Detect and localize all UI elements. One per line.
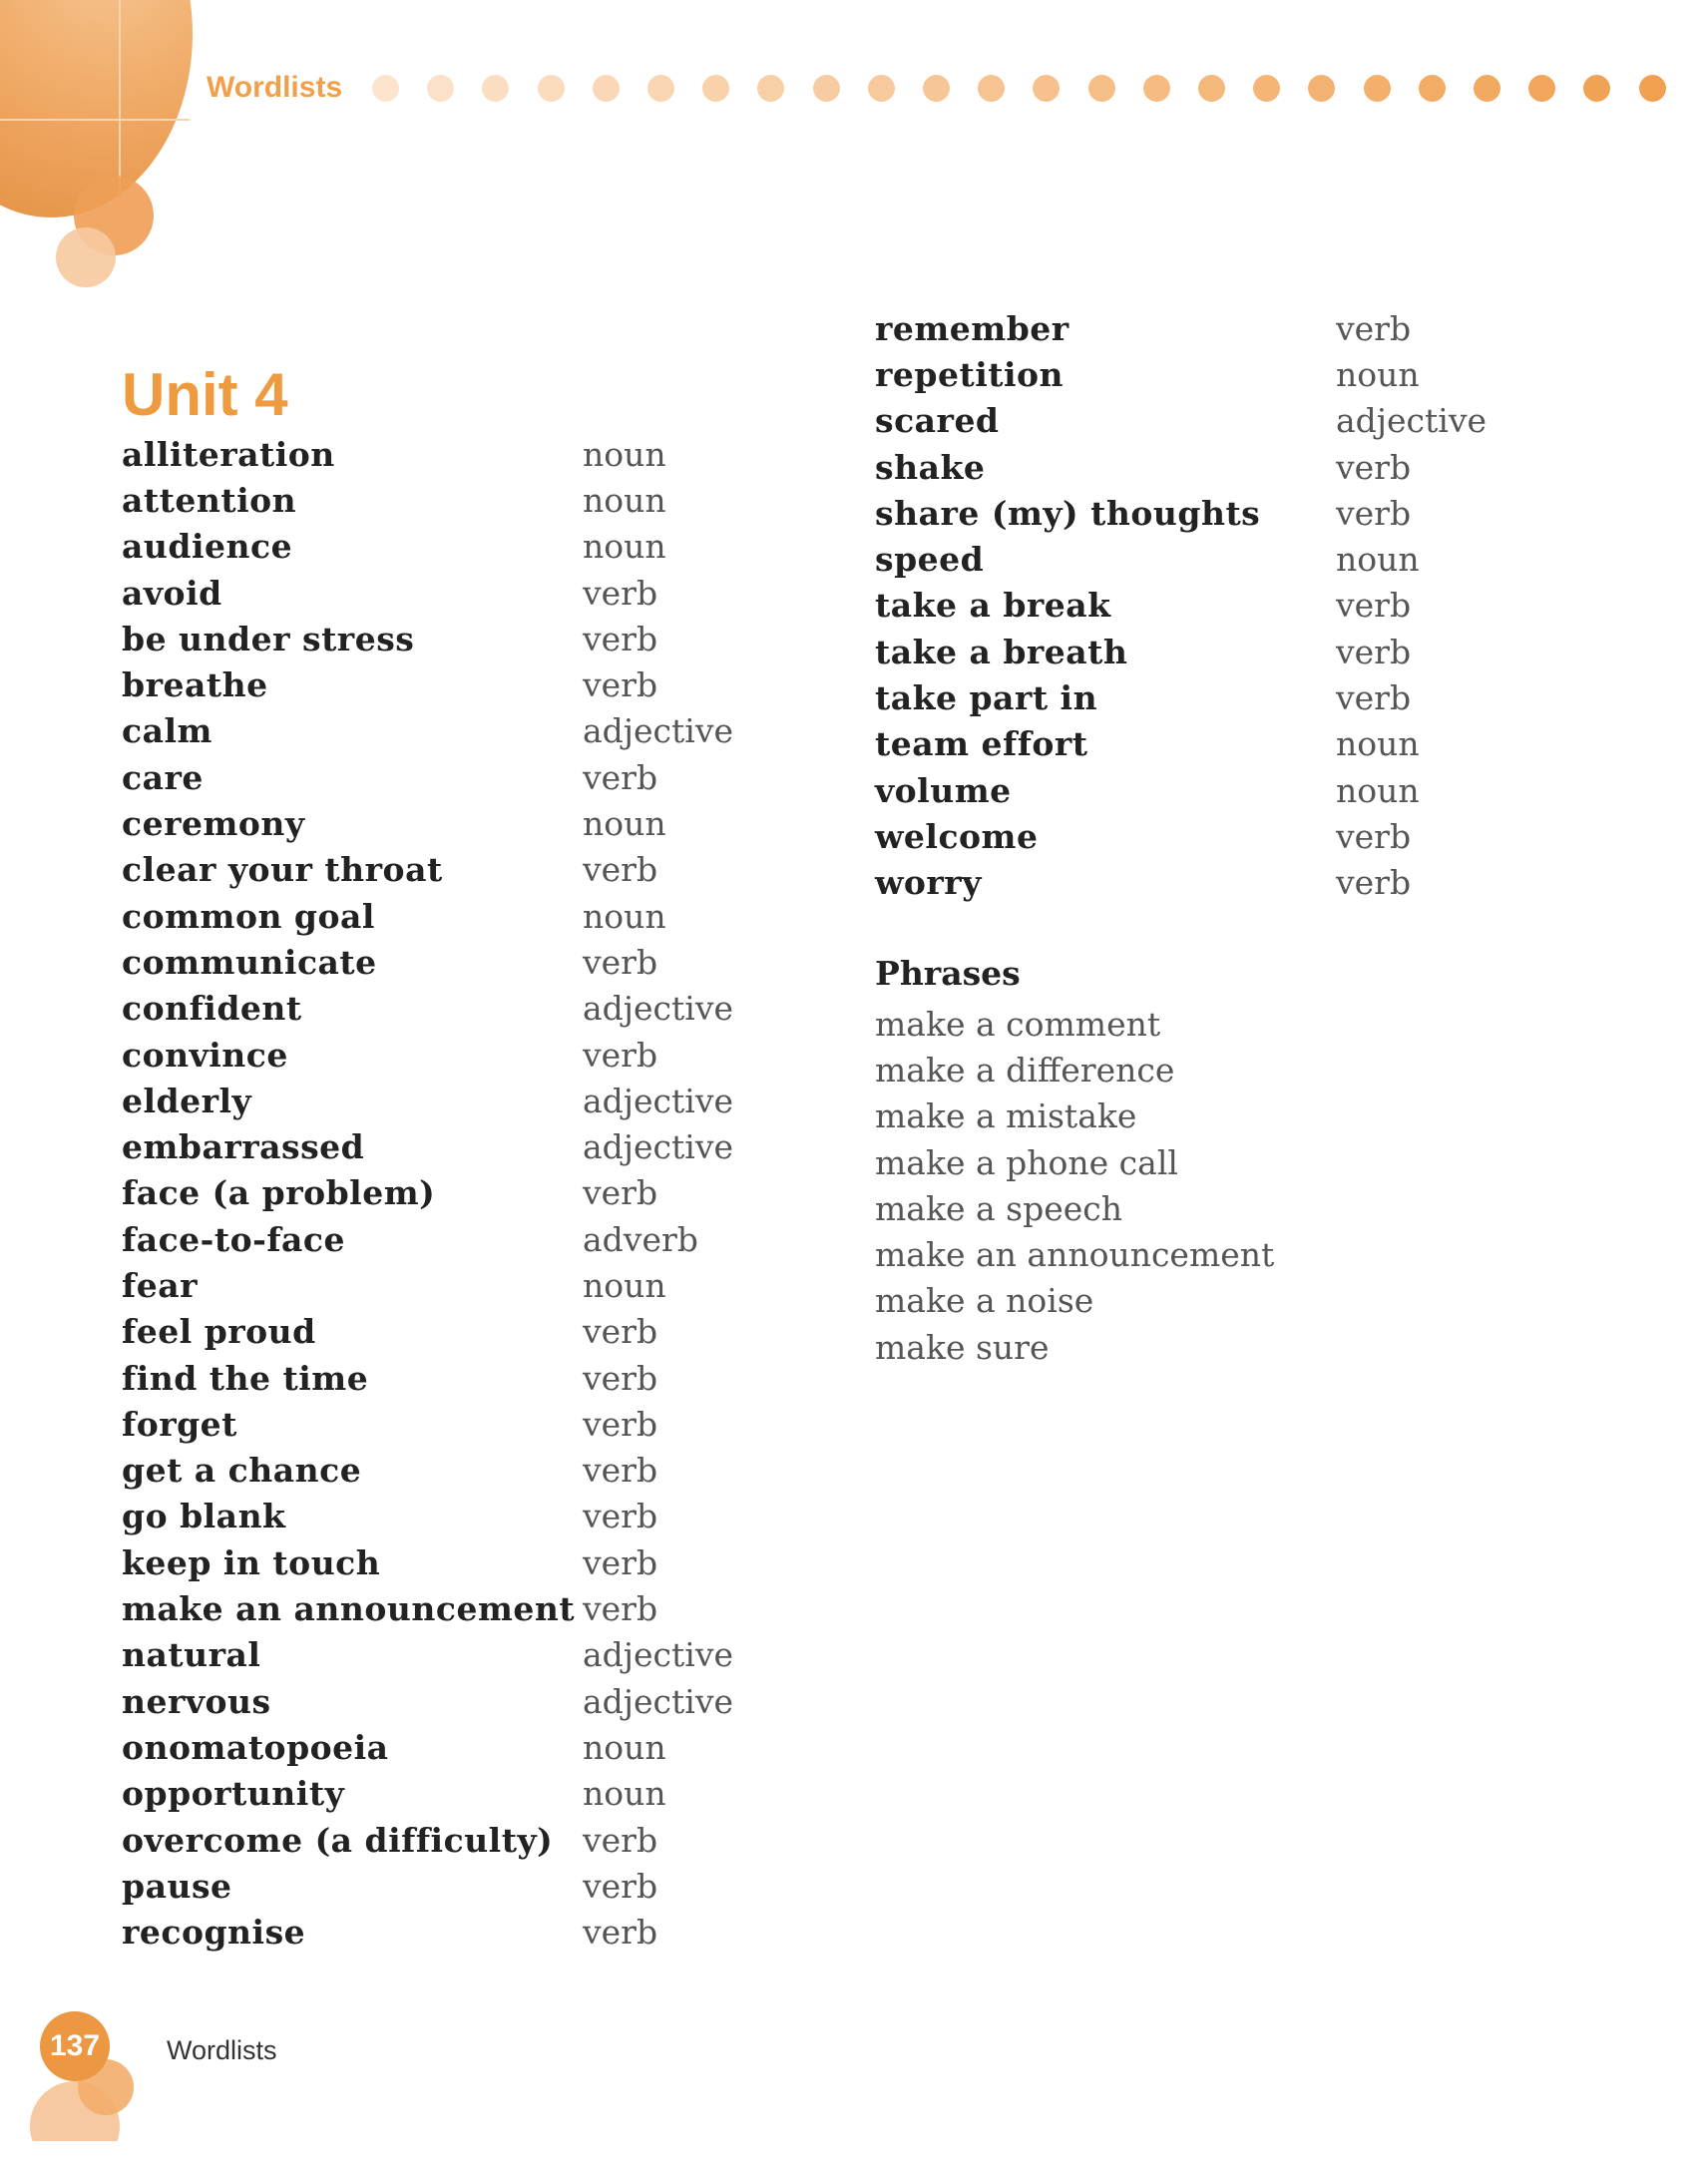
part-of-speech: verb xyxy=(583,757,658,797)
word-term: natural xyxy=(122,1635,261,1675)
decorative-dot xyxy=(427,75,454,102)
part-of-speech: verb xyxy=(583,1173,658,1213)
wordlist-row xyxy=(875,305,1573,351)
part-of-speech: noun xyxy=(1336,354,1420,394)
wordlist-row xyxy=(122,847,760,893)
word-term: audience xyxy=(122,527,293,567)
wordlist-row xyxy=(122,708,760,754)
decorative-dot xyxy=(702,75,729,102)
decorative-dot xyxy=(1198,75,1225,102)
part-of-speech: verb xyxy=(1336,678,1412,718)
word-term: calm xyxy=(122,711,213,751)
phrase-item: make a comment xyxy=(875,1004,1161,1044)
decorative-dot xyxy=(1308,75,1335,102)
part-of-speech: noun xyxy=(583,1774,666,1814)
part-of-speech: noun xyxy=(583,896,666,936)
part-of-speech: verb xyxy=(583,573,658,613)
wordlist-row xyxy=(875,767,1573,813)
decorative-dot xyxy=(1528,75,1555,102)
word-term: embarrassed xyxy=(122,1127,365,1167)
wordlist-row xyxy=(875,490,1573,536)
decorative-dot xyxy=(1088,75,1115,102)
word-term: attention xyxy=(122,480,297,520)
word-term: be under stress xyxy=(122,619,415,658)
part-of-speech: verb xyxy=(1336,863,1412,903)
word-term: opportunity xyxy=(122,1774,345,1814)
footer-label: Wordlists xyxy=(167,2035,277,2065)
decorative-dot xyxy=(1639,75,1666,102)
wordlist-row xyxy=(122,1724,760,1770)
word-term: alliteration xyxy=(122,434,335,474)
decorative-dot xyxy=(923,75,950,102)
phrases-list xyxy=(875,1001,1274,1370)
part-of-speech: noun xyxy=(583,434,666,474)
wordlist-row xyxy=(122,1078,760,1123)
word-term: convince xyxy=(122,1035,288,1075)
decorative-dot xyxy=(813,75,840,102)
wordlist-row xyxy=(122,1216,760,1262)
wordlist-row xyxy=(122,1401,760,1447)
wordlist-row xyxy=(875,583,1573,629)
part-of-speech: verb xyxy=(583,850,658,890)
part-of-speech: verb xyxy=(1336,308,1412,348)
wordlist-row xyxy=(122,939,760,985)
word-term: welcome xyxy=(875,816,1039,856)
word-term: speed xyxy=(875,540,985,580)
phrase-item: make a mistake xyxy=(875,1096,1137,1136)
word-term: nervous xyxy=(122,1681,271,1721)
part-of-speech: noun xyxy=(1336,540,1420,580)
wordlist-row xyxy=(122,661,760,707)
word-term: face (a problem) xyxy=(122,1173,436,1213)
header-dot-row xyxy=(372,75,1689,105)
page-number-badge: 137 xyxy=(40,2011,110,2081)
word-term: shake xyxy=(875,447,986,487)
decorative-dot xyxy=(1583,75,1610,102)
word-term: get a chance xyxy=(122,1451,362,1491)
word-term: team effort xyxy=(875,724,1088,764)
word-term: common goal xyxy=(122,896,375,936)
decorative-dot xyxy=(978,75,1005,102)
part-of-speech: noun xyxy=(583,1727,666,1767)
wordlist-row xyxy=(875,444,1573,490)
wordlist-row xyxy=(122,1771,760,1817)
wordlist-row xyxy=(122,1863,760,1909)
decorative-dot xyxy=(1033,75,1060,102)
word-term: breathe xyxy=(122,665,268,705)
part-of-speech: adjective xyxy=(583,989,734,1029)
wordlist-row xyxy=(875,674,1573,720)
wordlist-row xyxy=(122,1262,760,1308)
part-of-speech: verb xyxy=(1336,632,1412,671)
word-term: fear xyxy=(122,1265,198,1305)
part-of-speech: adjective xyxy=(1336,401,1488,441)
part-of-speech: verb xyxy=(1336,816,1412,856)
decorative-dot xyxy=(372,75,399,102)
part-of-speech: adjective xyxy=(583,1635,734,1675)
part-of-speech: verb xyxy=(583,942,658,982)
part-of-speech: verb xyxy=(583,1312,658,1352)
wordlist-row xyxy=(122,570,760,616)
phrase-item: make a noise xyxy=(875,1281,1094,1321)
decorative-dot xyxy=(647,75,674,102)
wordlist-row xyxy=(122,1817,760,1863)
wordlist-row xyxy=(122,1448,760,1494)
wordlist-row xyxy=(875,398,1573,444)
word-term: face-to-face xyxy=(122,1219,345,1259)
phrase-item: make a phone call xyxy=(875,1142,1178,1182)
word-term: take a breath xyxy=(875,632,1128,671)
wordlist-row xyxy=(122,616,760,661)
decorative-dot xyxy=(1253,75,1280,102)
word-term: communicate xyxy=(122,942,377,982)
wordlist-right-column xyxy=(875,305,1573,906)
wordlist-row xyxy=(122,986,760,1032)
part-of-speech: noun xyxy=(583,527,666,567)
wordlist-row xyxy=(122,1910,760,1956)
phrases-heading: Phrases xyxy=(875,954,1021,993)
wordlist-row xyxy=(122,800,760,846)
phrase-item: make a difference xyxy=(875,1050,1175,1090)
part-of-speech: noun xyxy=(583,804,666,844)
word-term: clear your throat xyxy=(122,850,443,890)
part-of-speech: adjective xyxy=(583,711,734,751)
part-of-speech: noun xyxy=(583,480,666,520)
decorative-dot xyxy=(538,75,565,102)
part-of-speech: verb xyxy=(583,1035,658,1075)
decorative-dot xyxy=(593,75,620,102)
part-of-speech: noun xyxy=(1336,770,1420,810)
part-of-speech: verb xyxy=(583,619,658,658)
decorative-dot xyxy=(1419,75,1446,102)
wordlist-row xyxy=(122,1632,760,1678)
word-term: onomatopoeia xyxy=(122,1727,389,1767)
part-of-speech: adjective xyxy=(583,1081,734,1120)
part-of-speech: verb xyxy=(583,1497,658,1536)
word-term: share (my) thoughts xyxy=(875,493,1261,533)
decorative-dot xyxy=(1474,75,1500,102)
decorative-dot xyxy=(482,75,509,102)
wordlist-row xyxy=(875,536,1573,582)
word-term: overcome (a difficulty) xyxy=(122,1820,554,1860)
word-term: avoid xyxy=(122,573,222,613)
header-title: Wordlists xyxy=(207,71,343,104)
part-of-speech: noun xyxy=(1336,724,1420,764)
part-of-speech: verb xyxy=(1336,447,1412,487)
word-term: ceremony xyxy=(122,804,305,844)
word-term: volume xyxy=(875,770,1012,810)
word-term: feel proud xyxy=(122,1312,316,1352)
part-of-speech: verb xyxy=(1336,493,1412,533)
wordlist-row xyxy=(122,1123,760,1169)
wordlist-row xyxy=(122,1309,760,1355)
part-of-speech: verb xyxy=(583,1589,658,1629)
wordlist-row xyxy=(122,477,760,523)
phrase-item: make an announcement xyxy=(875,1235,1275,1275)
part-of-speech: adjective xyxy=(583,1681,734,1721)
part-of-speech: verb xyxy=(583,665,658,705)
word-term: recognise xyxy=(122,1913,306,1953)
wordlist-left-column xyxy=(122,431,760,1956)
word-term: worry xyxy=(875,863,982,903)
part-of-speech: verb xyxy=(583,1358,658,1398)
decorative-dot xyxy=(1364,75,1391,102)
word-term: care xyxy=(122,757,204,797)
word-term: remember xyxy=(875,308,1069,348)
word-term: take part in xyxy=(875,678,1098,718)
part-of-speech: verb xyxy=(583,1542,658,1582)
wordlist-row xyxy=(122,1494,760,1539)
wordlist-row xyxy=(875,860,1573,906)
wordlist-row xyxy=(122,1539,760,1585)
part-of-speech: verb xyxy=(583,1820,658,1860)
decorative-dot xyxy=(868,75,895,102)
phrase-item: make a speech xyxy=(875,1188,1122,1228)
wordlist-row xyxy=(122,524,760,570)
word-term: go blank xyxy=(122,1497,286,1536)
word-term: make an announcement xyxy=(122,1589,576,1629)
wordlist-row xyxy=(122,1585,760,1631)
word-term: repetition xyxy=(875,354,1065,394)
part-of-speech: verb xyxy=(583,1866,658,1906)
wordlist-row xyxy=(122,1170,760,1216)
word-term: keep in touch xyxy=(122,1542,381,1582)
word-term: scared xyxy=(875,401,1000,441)
wordlist-row xyxy=(122,1355,760,1401)
word-term: confident xyxy=(122,989,302,1029)
wordlist-row xyxy=(875,629,1573,674)
phrase-item: make sure xyxy=(875,1327,1050,1367)
wordlist-row xyxy=(875,351,1573,397)
decorative-circle-small xyxy=(56,227,116,287)
wordlist-row xyxy=(122,1678,760,1724)
unit-title: Unit 4 xyxy=(122,361,288,428)
wordlist-row xyxy=(122,754,760,800)
part-of-speech: verb xyxy=(583,1404,658,1444)
wordlist-row xyxy=(875,813,1573,859)
word-term: find the time xyxy=(122,1358,369,1398)
part-of-speech: verb xyxy=(583,1451,658,1491)
wordlist-row xyxy=(122,1032,760,1078)
part-of-speech: verb xyxy=(583,1913,658,1953)
wordlist-row xyxy=(875,721,1573,767)
word-term: take a break xyxy=(875,586,1111,626)
word-term: pause xyxy=(122,1866,232,1906)
wordlist-row xyxy=(122,893,760,939)
part-of-speech: noun xyxy=(583,1265,666,1305)
word-term: elderly xyxy=(122,1081,252,1120)
decorative-dot xyxy=(757,75,784,102)
decorative-dot xyxy=(1143,75,1170,102)
part-of-speech: verb xyxy=(1336,586,1412,626)
part-of-speech: adjective xyxy=(583,1127,734,1167)
footer-mask xyxy=(0,2141,200,2184)
part-of-speech: adverb xyxy=(583,1219,698,1259)
wordlist-row xyxy=(122,431,760,477)
word-term: forget xyxy=(122,1404,237,1444)
